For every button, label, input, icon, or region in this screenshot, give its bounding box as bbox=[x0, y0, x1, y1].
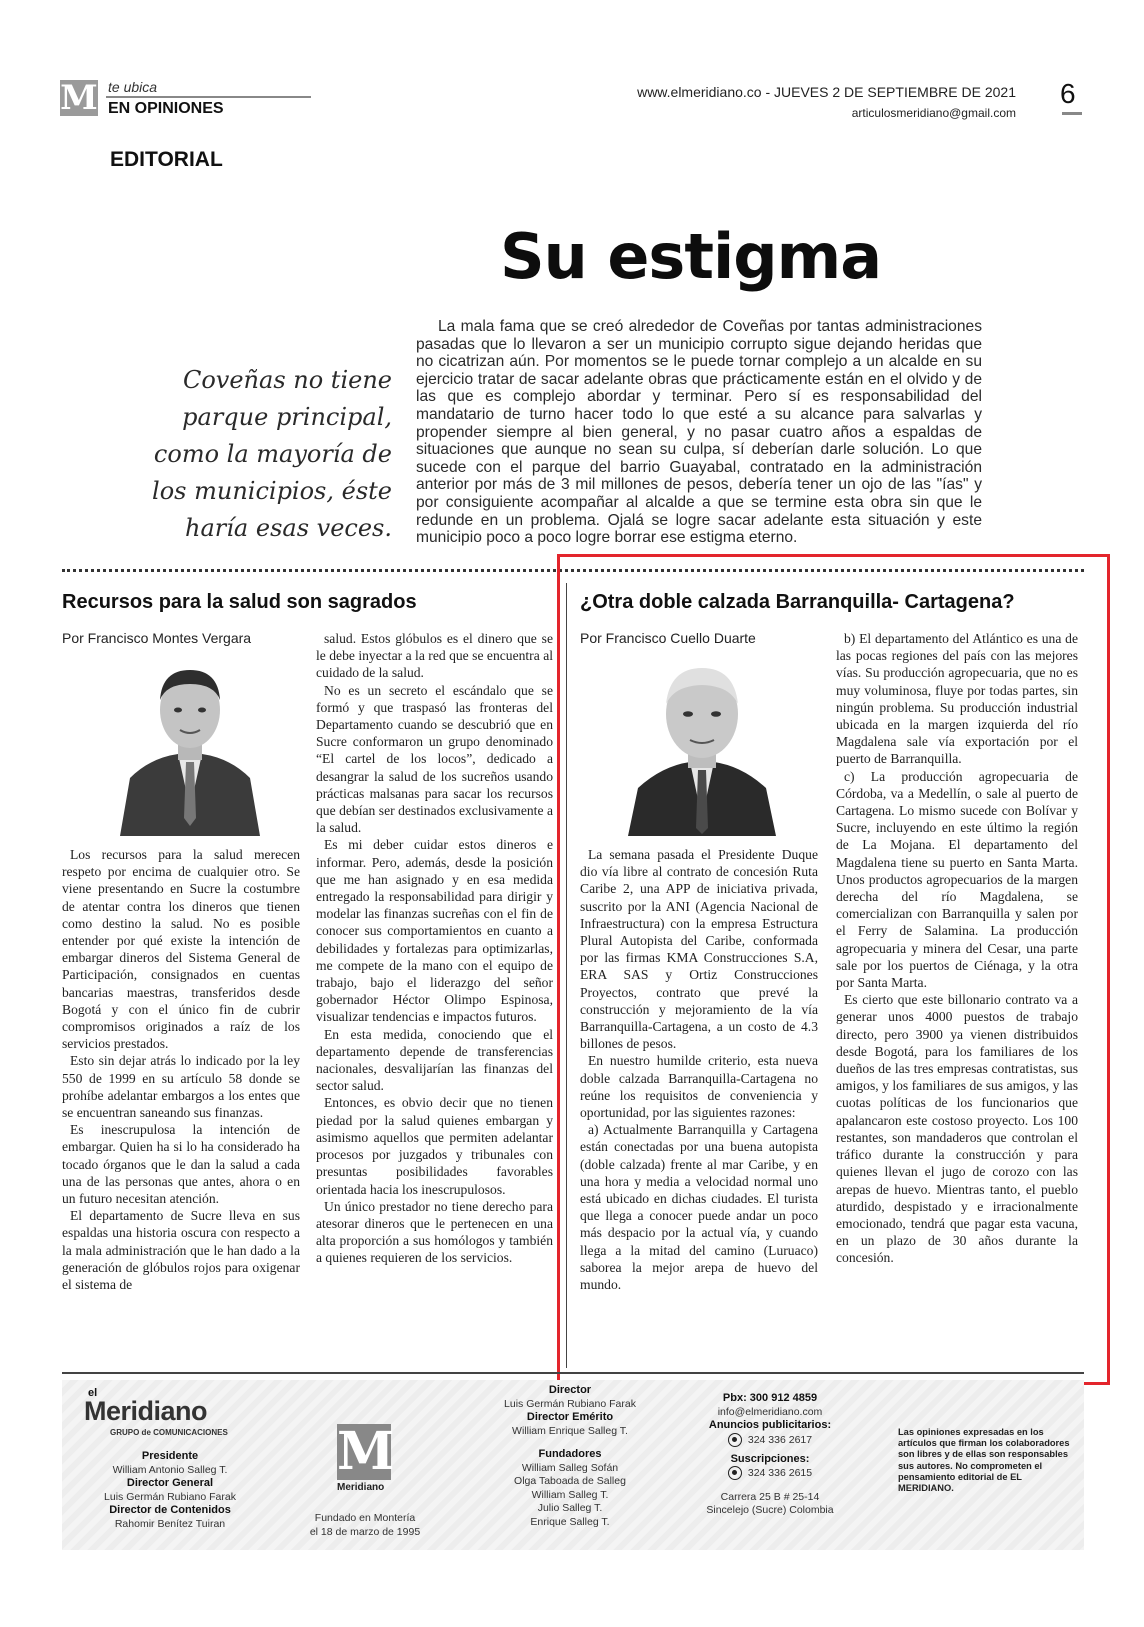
footer-address: Carrera 25 B # 25-14 bbox=[720, 1490, 820, 1503]
paragraph: a) Actualmente Barranquilla y Cartagena están conectadas por una buena autopista (doble calzada) frente al mar Caribe, y en una hora y media a velocidad normal uno está ubicado en dichas ciudades. El turista que llega a conocer puede andar un poco más despacio por la actual vía, y cuando llega a la mitad del camino (Luruaco) saborea la mejor arepa de huevo del mundo. bbox=[580, 1122, 818, 1293]
article-left-byline: Por Francisco Montes Vergara bbox=[62, 630, 252, 646]
header-divider bbox=[106, 96, 311, 98]
editorial-pull-quote: Coveñas no tiene parque principal, como la mayoría de los municipios, éste haría esas veces. bbox=[152, 366, 392, 542]
footer-value: Fundado en Montería bbox=[314, 1512, 416, 1524]
paragraph: Un único prestador no tiene derecho para atesorar dineros que le pertenecen en una alta proporción a sus homólogos y también a quienes requieren de los servicios. bbox=[316, 1198, 553, 1266]
footer-pbx: Pbx: 300 912 4859 bbox=[722, 1392, 818, 1404]
footer-label: Director bbox=[548, 1384, 592, 1396]
article-left-title: Recursos para la salud son sagrados bbox=[62, 591, 417, 613]
footer-value: William Salleg Sofán bbox=[521, 1461, 619, 1474]
footer-label: Director de Contenidos bbox=[109, 1504, 231, 1516]
paragraph: Es mi deber cuidar estos dineros e informar. Pero, además, desde la posición que me han asignado y en esa medida entregado la responsabilidad para dirigir y modelar las finanzas sucreñas con el fin de conocer sus comportamientos en cuanto a debilidades y fortalezas para optimizarlas, me compete de la mano con el equipo de trabajo, bajo el liderazgo del señor gobernador Héctor Olimpo Espinosa, visualizar tendencias e impactos futuros. bbox=[316, 837, 553, 1025]
footer-value: el 18 de marzo de 1995 bbox=[309, 1525, 421, 1538]
paragraph: La semana pasada el Presidente Duque dio vía libre al contrato de concesión Ruta Caribe 2, una APP de iniciativa privada, suscrito por la ANI (Agencia Nacional de Infraestructura) con la empresa Estructura Plural Autopista del Caribe, conformada por las firmas KMA Construcciones S.A, ERA SAS y Ortiz Construcciones Proyectos, contrato que prevé la construcción y mejoramiento de la vía Barranquilla-Cartagena, a un costo de 4.3 billones de pesos. bbox=[580, 847, 818, 1052]
footer-value: Luis Germán Rubiano Farak bbox=[504, 1397, 636, 1410]
paragraph: No es un secreto el escándalo que se formó y que traspasó las fronteras del Departamento cuando se descubrió que en Sucre conformaron un grupo denominado “El cartel de los locos”, dedicado a desangrar la salud de los sucreños usando prácticas malsanas para sacar los recursos que debían ser destinados exclusivamente a la salud. bbox=[316, 682, 553, 836]
section-tagline: te ubica bbox=[108, 79, 158, 95]
footer-brand-el: el bbox=[88, 1387, 98, 1399]
paragraph: c) La producción agropecuaria de Córdoba, va a Medellín, o sale al puerto de Cartagena. Lo mismo sucede con Bolívar y Sucre, incluyendo en este último la región de La Mojana. El departamento del Magdalena tiene su puerto en Santa Marta. Unos productos agropecuarios de la margen derecha del río Magdalena, se comercializan con Barranquilla y salen por el Ferry de Salamina. La producción agropecuaria y minera del Cesar, una parte sale por los puertos de Ciénaga, y la otra por Santa Marta. bbox=[836, 768, 1078, 991]
article-left-column-1 bbox=[62, 846, 300, 1366]
footer-phone: 324 336 2615 bbox=[680, 1466, 860, 1480]
whatsapp-icon bbox=[728, 1466, 742, 1480]
header-date-line: www.elmeridiano.co - JUEVES 2 DE SEPTIEMBRE DE 2021 bbox=[637, 84, 1016, 100]
whatsapp-icon bbox=[728, 1433, 742, 1447]
footer-brand-name: Meridiano bbox=[84, 1396, 208, 1426]
editorial-body: La mala fama que se creó alrededor de Coveñas por tantas administraciones pasadas que lo llevaron a ser un municipio corrupto sigue dejando heridas que no cicatrizan aún. Por momentos se le puede tornar complejo a un alcalde en su ejercicio tratar de sacar adelante obras que prácticamente están en el olvido y de las que es complejo abordar y terminar. Pero sí es responsabilidad del mandatario de turno hacer todo lo que esté a su alcance para salvarlas y propender siempre al bien general, y no pasar cuatro años a espaldas de situaciones que aunque no sean su culpa, sí deberían darle solución. Lo que sucede con el parque del barrio Guayabal, contratado en la administración anterior por más de 3 mil millones de pesos, debería tener un ojo de las "ías" y por consiguiente acompañar al alcalde a que se termine esta obra sin que le redunde en un problema. Ojalá se logre sacar adelante esta situación y este municipio poco a poco logre borrar ese estigma eterno. bbox=[416, 318, 982, 547]
footer-founded bbox=[300, 1512, 430, 1539]
footer-directors bbox=[480, 1384, 660, 1529]
footer-label: Director General bbox=[126, 1477, 214, 1489]
header-email: articulosmeridiano@gmail.com bbox=[851, 106, 1016, 120]
footer-value: Rahomir Benítez Tuiran bbox=[114, 1517, 226, 1530]
footer-label: Presidente bbox=[141, 1450, 199, 1462]
paragraph: En nuestro humilde criterio, esta nueva doble calzada Barranquilla-Cartagena no reúne los requisitos de conveniencia y oportunidad, por las siguientes razones: bbox=[580, 1053, 818, 1121]
article-left-column-2 bbox=[316, 630, 553, 1366]
footer-label: Director Emérito bbox=[526, 1411, 614, 1423]
author-photo-montes bbox=[110, 658, 270, 836]
paragraph: El departamento de Sucre lleva en sus espaldas una historia oscura con respecto a la mala administración que le han dado a la generación de glóbulos rojos para oxigenar el sistema de bbox=[62, 1208, 300, 1293]
footer-phone: 324 336 2617 bbox=[680, 1433, 860, 1447]
footer-label: Suscripciones: bbox=[730, 1452, 810, 1465]
page-number: 6 bbox=[1060, 78, 1076, 109]
footer-brand-sub: GRUPO de COMUNICACIONES bbox=[110, 1428, 228, 1437]
footer-value: William Salleg T. bbox=[531, 1488, 609, 1501]
paragraph: Esto sin dejar atrás lo indicado por la ley 550 de 1999 en su artículo 58 donde se prohíbe adelantar embargos a los entes que se encuentran saneando sus finanzas. bbox=[62, 1053, 300, 1121]
footer-contact bbox=[680, 1392, 860, 1518]
paragraph: b) El departamento del Atlántico es una de las pocas regiones del país con las mejores vías. Su producción agropecuaria, que no es muy voluminosa, fluye por todas partes, sin ningún problema. Su producción industrial ubicada en la margen izquierda del río Magdalena sale vía exportación por el puerto de Barranquilla. bbox=[836, 631, 1078, 767]
footer-value: William Antonio Salleg T. bbox=[112, 1463, 228, 1476]
footer-value: Enrique Salleg T. bbox=[530, 1515, 610, 1528]
page-number-underline bbox=[1062, 112, 1082, 115]
article-right-title: ¿Otra doble calzada Barranquilla- Cartagena? bbox=[580, 591, 1015, 613]
paragraph: Es inescrupulosa la intención de embargar. Quien ha si lo ha considerado ha tocado órganos que le dan la salud a cada una de las personas que antes, ahora o en un futuro necesitan atención. bbox=[62, 1122, 300, 1207]
paragraph: Es cierto que este billonario contrato va a generar unos 4000 puestos de trabajo directo, pero 3900 ya vienen distribuidos desde Bogotá, para los familiares de los dueños de las tres empresas contratistas, sus amigos, y los familiares de sus amigos, y las cuotas políticas de los funcionarios que apalancaron este costoso proyecto. Los 100 restantes, son mandaderos que controlan el tráfico durante la construcción y para quienes llevan el jugo de corozo con las arepas de huevo. Mientras tanto, el pueblo aturdido, despistado y e irracionalmente emocionado, tendrá que pagar esta vacuna, en un plazo de 30 años durante la concesión. bbox=[836, 992, 1078, 1266]
footer-disclaimer: Las opiniones expresadas en los artículos que firman los colaboradores son libres y de ellas son responsables sus autores. No comprometen el pensamiento editorial de EL MERIDIANO. bbox=[898, 1427, 1070, 1494]
highlight-box bbox=[557, 554, 1110, 1385]
meridiano-logo: M bbox=[60, 78, 98, 118]
footer-staff-left bbox=[80, 1450, 260, 1531]
editorial-label: EDITORIAL bbox=[110, 148, 223, 171]
footer-value: William Enrique Salleg T. bbox=[512, 1424, 628, 1437]
paragraph: salud. Estos glóbulos es el dinero que se le debe inyectar a la red que se encuentra al cuidado de la salud. bbox=[316, 631, 553, 681]
footer-label: Fundadores bbox=[538, 1448, 602, 1460]
footer-meridiano-logo: M bbox=[337, 1421, 395, 1482]
footer-value: Julio Salleg T. bbox=[537, 1502, 603, 1514]
footer-value: Olga Taboada de Salleg bbox=[514, 1475, 626, 1487]
section-name: EN OPINIONES bbox=[108, 100, 224, 117]
bottom-rule bbox=[62, 1372, 1084, 1374]
article-right-byline: Por Francisco Cuello Duarte bbox=[580, 630, 756, 646]
paragraph: Los recursos para la salud merecen respeto por encima de cualquier otro. Se viene presentando en Sucre la costumbre de atentar contra los dineros que tienen como destino la salud. No es posible entender por qué existe la intención de embargar dineros del Sistema General de Participación, consignados en cuentas bancarias maestras, transferidos desde Bogotá y con el único fin de cubrir compromisos originados a raíz de los servicios prestados. bbox=[62, 847, 300, 1052]
editorial-title: Su estigma bbox=[500, 220, 882, 293]
paragraph: Entonces, es obvio decir que no tienen piedad por la salud quienes embargan y asimismo aquellos que permiten adelantar procesos por juzgados y tribunales con presuntas posibilidades favorables orientada hacia los inescrupulosos. bbox=[316, 1095, 553, 1197]
footer-email: info@elmeridiano.com bbox=[717, 1405, 823, 1418]
footer-logo-sub: Meridiano bbox=[337, 1482, 385, 1493]
footer-value: Luis Germán Rubiano Farak bbox=[104, 1490, 236, 1503]
footer-label: Anuncios publicitarios: bbox=[708, 1419, 832, 1431]
footer-address: Sincelejo (Sucre) Colombia bbox=[706, 1504, 834, 1517]
paragraph: En esta medida, conociendo que el departamento depende de transferencias nacionales, desvalijarían las finanzas del sector salud. bbox=[316, 1026, 553, 1094]
